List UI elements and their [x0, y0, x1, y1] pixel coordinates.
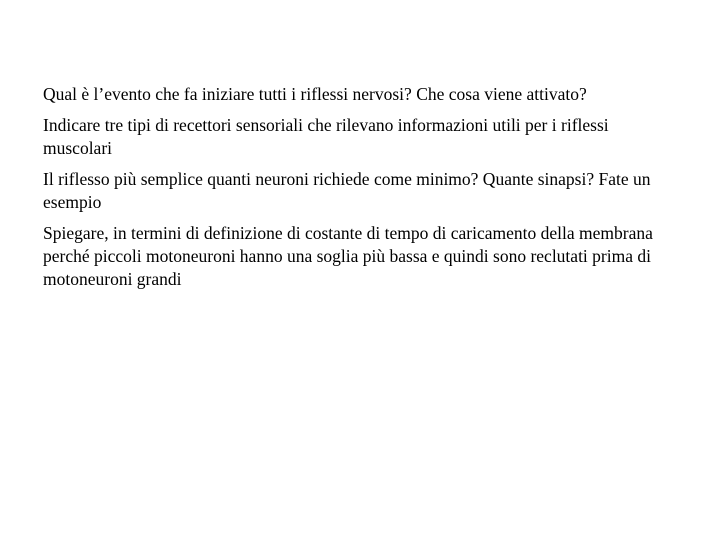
question-2: Indicare tre tipi di recettori sensoriali che rilevano informazioni utili per i riflessi muscolari — [43, 115, 609, 158]
question-1: Qual è l’evento che fa iniziare tutti i riflessi nervosi? Che cosa viene attivato? — [43, 84, 587, 104]
question-list — [43, 83, 663, 299]
question-4: Spiegare, in termini di definizione di costante di tempo di caricamento della membrana perché piccoli motoneuroni hanno una soglia più bassa e quindi sono reclutati prima di motoneuroni grandi — [43, 223, 653, 289]
question-3: Il riflesso più semplice quanti neuroni richiede come minimo? Quante sinapsi? Fate un esempio — [43, 169, 651, 212]
